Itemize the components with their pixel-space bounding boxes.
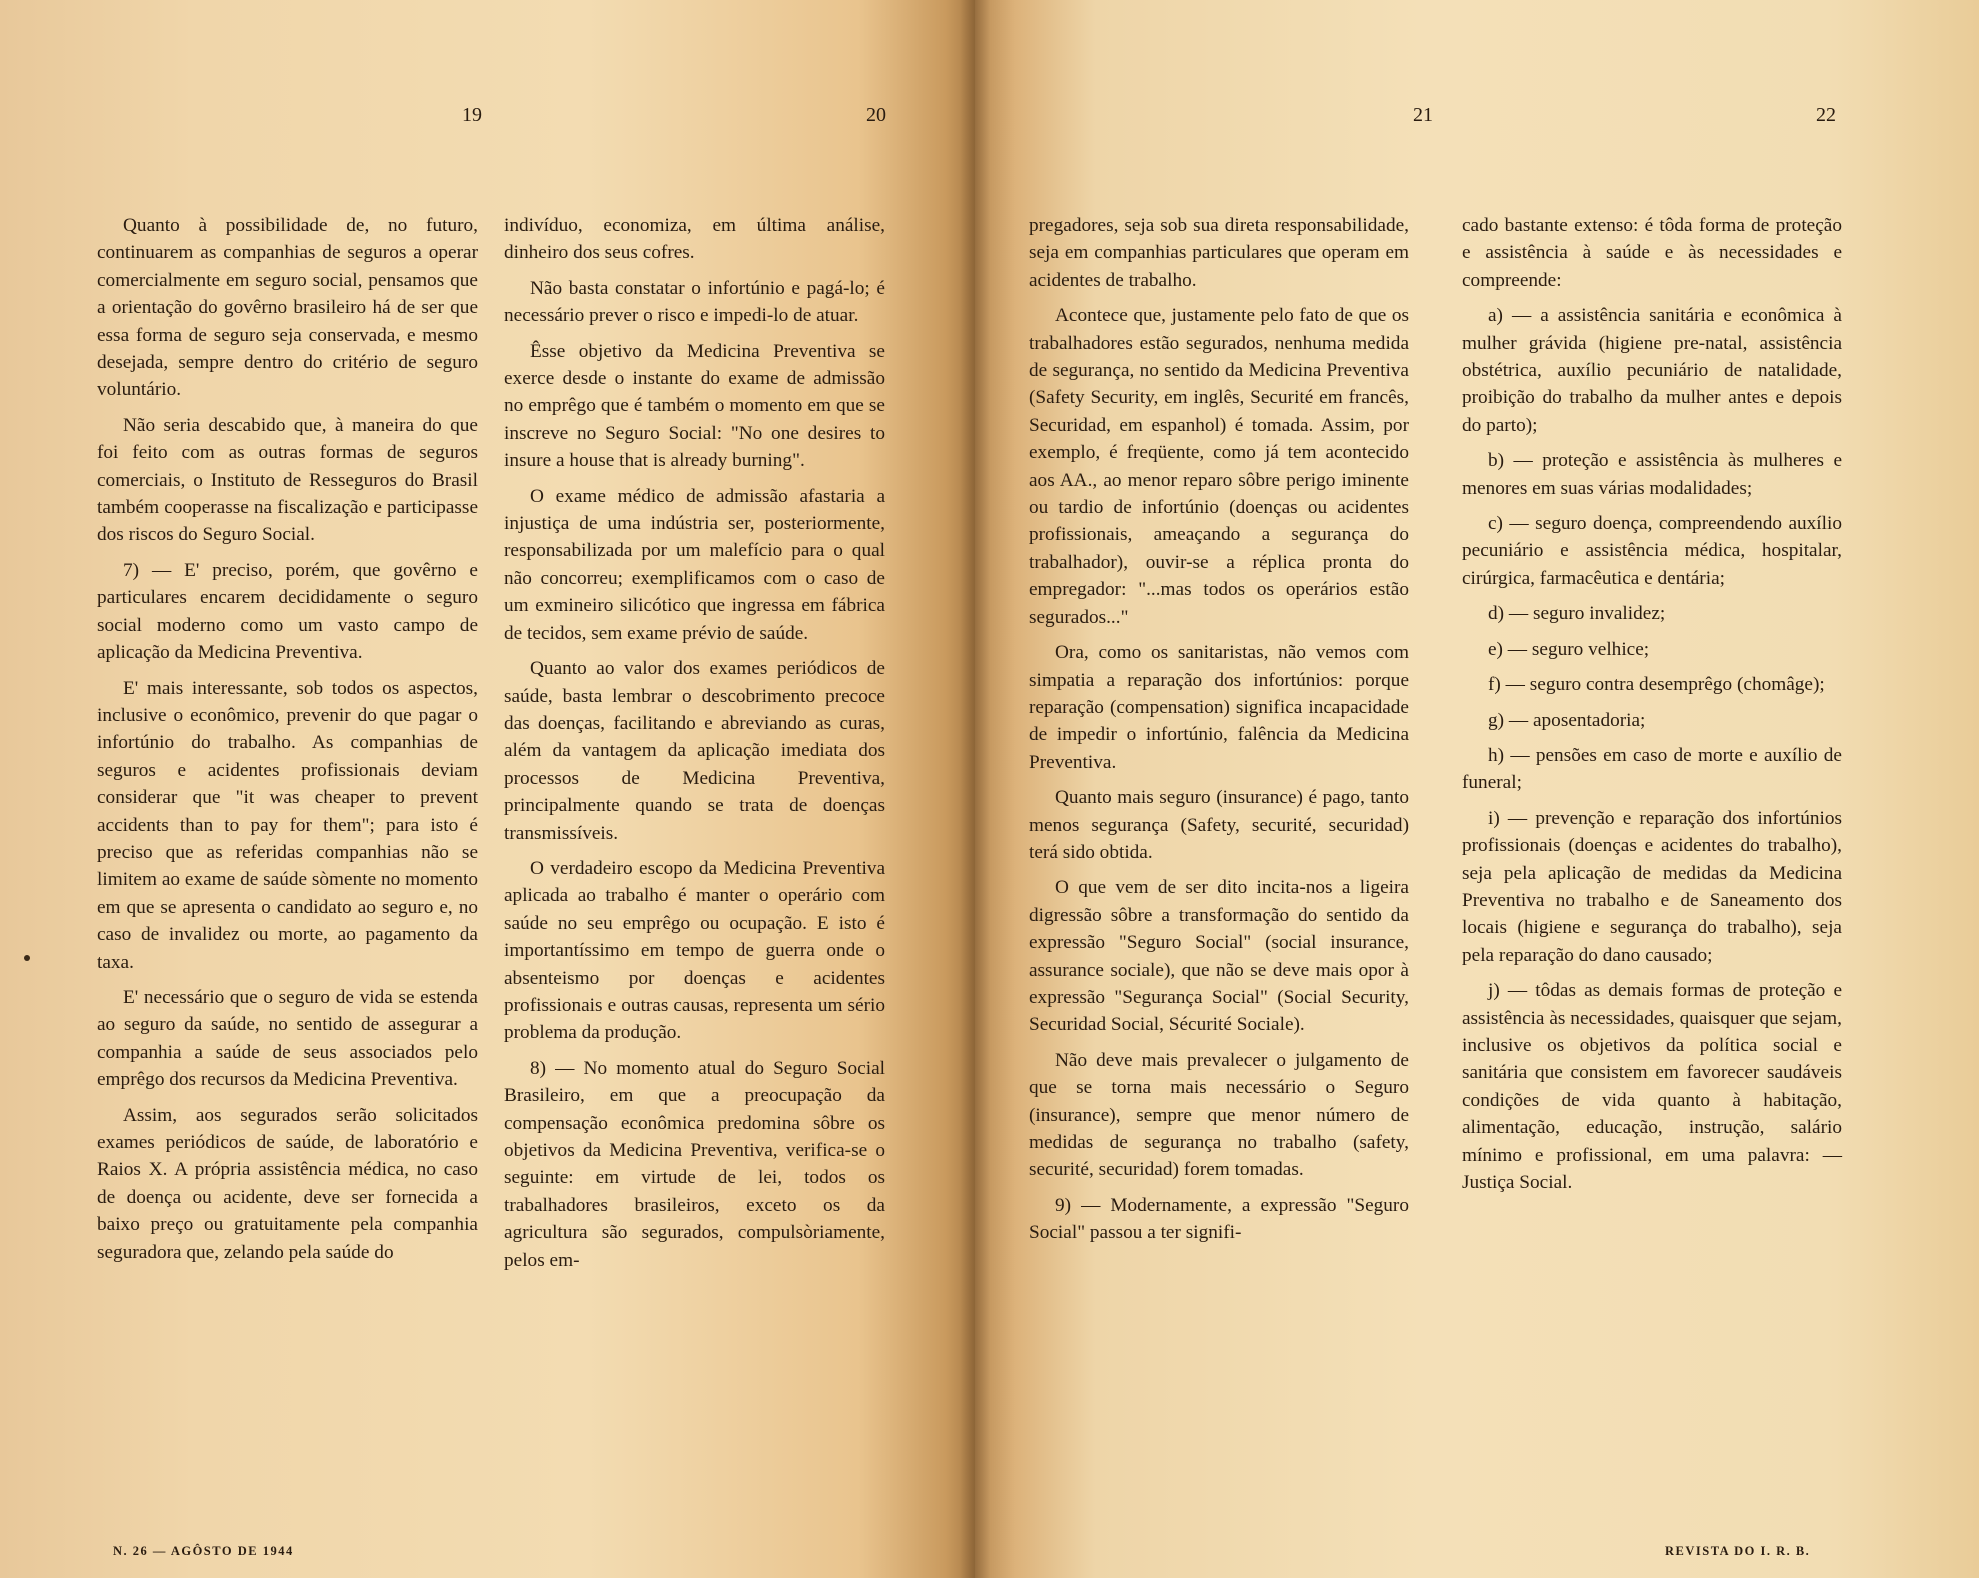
paragraph: Êsse objetivo da Medicina Preventiva se exerce desde o instante do exame de admissão no emprêgo que é também o momento em que se inscreve no Seguro Social: "No one desires to insure a house that is already burning".: [504, 340, 885, 472]
list-item: g) — aposentadoria;: [1488, 709, 1646, 731]
list-item: e) — seguro velhice;: [1488, 638, 1650, 660]
left-sheet: [0, 0, 975, 1578]
binding-gutter: [960, 0, 990, 1578]
list-item: i) — prevenção e reparação dos infortúnios profissionais (doenças e acidentes do trabalho), seja pela aplicação de medidas da Medicina Preventiva no trabalho e de Saneamento dos locais (higiene e segurança do trabalho), seja pela reparação do dano causado;: [1462, 807, 1842, 966]
paragraph: indivíduo, economiza, em última análise, dinheiro dos seus cofres.: [504, 215, 885, 264]
paragraph: 7) — E' preciso, porém, que govêrno e particulares encarem decididamente o seguro social moderno como um vasto campo de aplicação da Medicina Preventiva.: [97, 559, 478, 664]
paragraph: E' necessário que o seguro de vida se estenda ao seguro da saúde, no sentido de assegurar a companhia a saúde de seus associados pelo emprêgo dos recursos da Medicina Preventiva.: [97, 986, 478, 1091]
page-20-column: [504, 212, 885, 1282]
page-number-20: 20: [866, 104, 886, 126]
paragraph: Não seria descabido que, à maneira do que foi feito com as outras formas de seguros comerciais, o Instituto de Resseguros do Brasil também cooperasse na fiscalização e participasse dos riscos do Seguro Social.: [97, 414, 478, 546]
list-item: d) — seguro invalidez;: [1488, 603, 1666, 625]
paragraph: O verdadeiro escopo da Medicina Preventiva aplicada ao trabalho é manter o operário com saúde no seu emprêgo ou ocupação. E isto é importantíssimo em tempo de guerra onde o absenteismo por doenças e acidentes profissionais e outras causas, representa um sério problema da produção.: [504, 857, 885, 1044]
paper-speck: [24, 955, 30, 961]
paragraph: O exame médico de admissão afastaria a injustiça de uma indústria ser, posteriormente, responsabilizada por um malefício para o qual não concorreu; exemplificamos com o caso de um exmineiro silicótico que ingressa em fábrica de tecidos, sem exame prévio de saúde.: [504, 485, 885, 644]
paragraph: cado bastante extenso: é tôda forma de proteção e assistência à saúde e às necessidades e compreende:: [1462, 215, 1842, 291]
paragraph: Quanto mais seguro (insurance) é pago, tanto menos segurança (Safety, securité, securidad) terá sido obtida.: [1029, 787, 1409, 863]
paragraph: 8) — No momento atual do Seguro Social Brasileiro, em que a preocupação da compensação econômica predomina sôbre os objetivos da Medicina Preventiva, verifica-se o seguinte: em virtude de lei, todos os trabalhadores brasileiros, exceto os da agricultura são segurados, compulsòriamente, pelos em-: [504, 1057, 885, 1271]
paragraph: pregadores, seja sob sua direta responsabilidade, seja em companhias particulares que operam em acidentes de trabalho.: [1029, 215, 1409, 291]
page-19-column: [97, 212, 478, 1274]
paragraph: Acontece que, justamente pelo fato de que os trabalhadores estão segurados, nenhuma medida de segurança, no sentido da Medicina Preventiva (Safety Security, em inglês, Securité em francês, Securidad, em espanhol) é tomada. Assim, por exemplo, é freqüente, como já tem acontecido aos AA., ao menor reparo sôbre perigo iminente ou tardio de infortúnio (doenças ou acidentes profissionais, ameaçando a segurança do trabalhador), ouvir-se a réplica pronta do empregador: "...mas todos os operários estão segurados...": [1029, 305, 1409, 628]
paragraph: Assim, aos segurados serão solicitados exames periódicos de saúde, de laboratório e Raios X. A própria assistência médica, no caso de doença ou acidente, deve ser fornecida a baixo preço ou gratuitamente pela companhia seguradora que, zelando pela saúde do: [97, 1104, 478, 1263]
list-item: b) — proteção e assistência às mulheres e menores em suas várias modalidades;: [1462, 450, 1842, 499]
paragraph: 9) — Modernamente, a expressão "Seguro Social" passou a ter signifi-: [1029, 1194, 1409, 1244]
page-number-19: 19: [462, 104, 482, 126]
page-22-column: [1462, 212, 1842, 1204]
paragraph: Quanto à possibilidade de, no futuro, continuarem as companhias de seguros a operar comercialmente em seguro social, pensamos que a orientação do govêrno brasileiro há de ser que essa forma de seguro seja conservada, e mesmo desejada, sempre dentro do critério de seguro voluntário.: [97, 215, 478, 401]
footer-magazine: REVISTA DO I. R. B.: [1665, 1544, 1811, 1558]
paragraph: Não deve mais prevalecer o julgamento de que se torna mais necessário o Seguro (insurance), sempre que menor número de medidas de segurança no trabalho (safety, securité, securidad) forem tomadas.: [1029, 1049, 1409, 1181]
paragraph: Ora, como os sanitaristas, não vemos com simpatia a reparação dos infortúnios: porque reparação (compensation) significa incapacidade de impedir o infortúnio, falência da Medicina Preventiva.: [1029, 642, 1409, 773]
paragraph: O que vem de ser dito incita-nos a ligeira digressão sôbre a transformação do sentido da expressão "Seguro Social" (social insurance, assurance sociale), que não se deve mais opor à expressão "Segurança Social" (Social Security, Securidad Social, Sécurité Sociale).: [1029, 877, 1409, 1036]
paragraph: Não basta constatar o infortúnio e pagá-lo; é necessário prever o risco e impedi-lo de atuar.: [504, 277, 885, 327]
list-item: f) — seguro contra desemprêgo (chomâge);: [1488, 674, 1825, 696]
footer-issue: N. 26 — AGÔSTO DE 1944: [113, 1544, 294, 1558]
list-item: h) — pensões em caso de morte e auxílio de funeral;: [1462, 744, 1842, 794]
list-item: c) — seguro doença, compreendendo auxílio pecuniário e assistência médica, hospitalar, cirúrgica, farmacêutica e dentária;: [1462, 513, 1842, 589]
page-21-column: [1029, 212, 1409, 1255]
list-item: a) — a assistência sanitária e econômica à mulher grávida (higiene pre-natal, assistência obstétrica, auxílio pecuniário de natalidade, proibição do trabalho da mulher antes e depois do parto);: [1462, 305, 1842, 436]
right-sheet: [975, 0, 1979, 1578]
paragraph: E' mais interessante, sob todos os aspectos, inclusive o econômico, prevenir do que pagar o infortúnio do trabalho. As companhias de seguros e acidentes profissionais deviam considerar que "it was cheaper to prevent accidents than to pay for them"; para isto é preciso que as referidas companhias não se limitem ao exame de saúde sòmente no momento em que se apresenta o candidato ao seguro e, no caso de invalidez ou morte, ao pagamento da taxa.: [97, 677, 478, 973]
page-number-21: 21: [1413, 104, 1433, 126]
list-item: j) — tôdas as demais formas de proteção e assistência às necessidades, quaisquer que sejam, inclusive os objetivos da política social e sanitária que consistem em favorecer saudáveis condições de vida quanto à habitação, alimentação, educação, instrução, salário mínimo e profissional, em uma palavra: — Justiça Social.: [1462, 980, 1842, 1193]
page-number-22: 22: [1816, 104, 1836, 126]
paragraph: Quanto ao valor dos exames periódicos de saúde, basta lembrar o descobrimento precoce das doenças, facilitando e abreviando as curas, além da vantagem da aplicação imediata dos processos de Medicina Preventiva, principalmente quando se trata de doenças transmissíveis.: [504, 658, 885, 844]
